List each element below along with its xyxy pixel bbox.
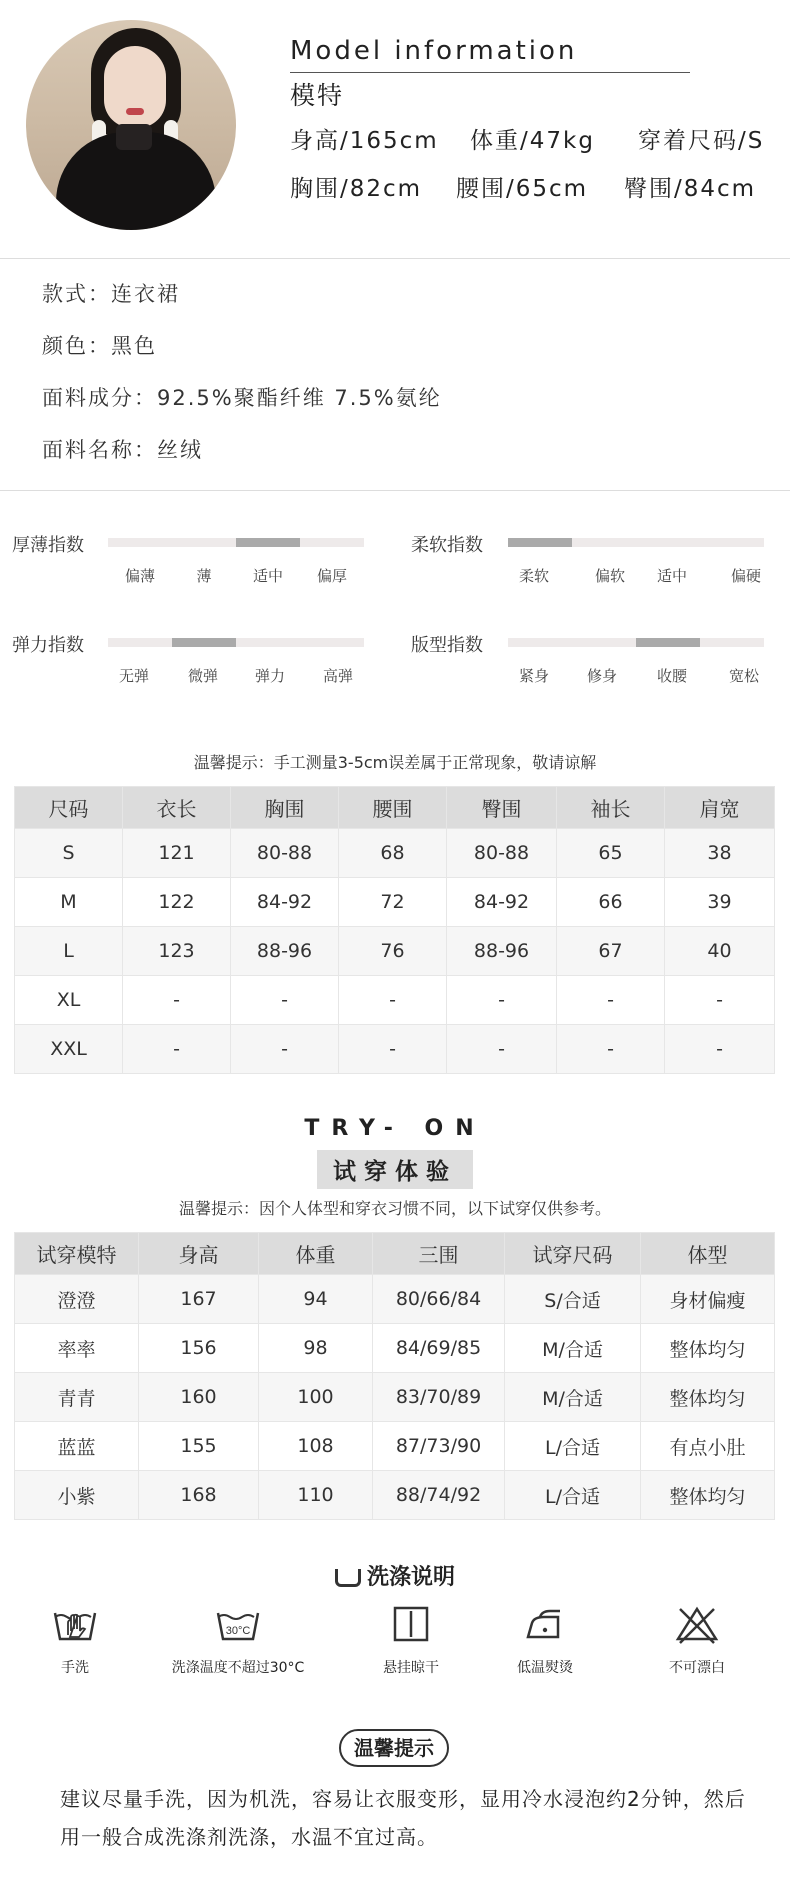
size-cell: - — [339, 1025, 447, 1074]
size-cell: 39 — [665, 878, 775, 927]
tryon-cell: S/合适 — [505, 1275, 641, 1324]
size-header-cell: 腰围 — [339, 787, 447, 829]
wash-item-no-bleach — [622, 1605, 772, 1677]
tryon-cell: 83/70/89 — [373, 1373, 505, 1422]
model-weight: 体重/47kg — [470, 128, 595, 154]
size-cell: - — [231, 1025, 339, 1074]
low-iron-icon — [522, 1605, 568, 1645]
low-iron-label: 低温熨烫 — [517, 1660, 573, 1676]
tryon-cell: 澄澄 — [15, 1275, 139, 1324]
fit-index-label: 版型指数 — [411, 635, 483, 656]
size-header-cell: 衣长 — [123, 787, 231, 829]
size-cell: 67 — [557, 927, 665, 976]
size-cell: 40 — [665, 927, 775, 976]
fit-option: 宽松 — [728, 667, 759, 685]
size-header-cell: 胸围 — [231, 787, 339, 829]
elasticity-option: 无弹 — [118, 667, 149, 685]
attribute-fabric: 面料名称：丝绒 — [42, 438, 203, 462]
model-info-title: Model information — [290, 36, 578, 66]
size-cell: 80-88 — [231, 829, 339, 878]
tryon-cell: L/合适 — [505, 1471, 641, 1520]
fit-option: 修身 — [586, 667, 617, 685]
softness-option: 偏软 — [594, 567, 625, 585]
size-cell: - — [123, 1025, 231, 1074]
attribute-composition: 面料成分：92.5%聚酯纤维 7.5%氨纶 — [42, 386, 442, 410]
tryon-cell: 108 — [259, 1422, 373, 1471]
model-height: 身高/165cm — [290, 128, 439, 154]
tryon-header-cell: 体重 — [259, 1233, 373, 1275]
tryon-cell: 小紫 — [15, 1471, 139, 1520]
tryon-cell: 80/66/84 — [373, 1275, 505, 1324]
size-cell: - — [665, 976, 775, 1025]
tryon-cell: 整体均匀 — [641, 1471, 775, 1520]
tryon-table — [14, 1232, 775, 1520]
model-size: 穿着尺码/S — [638, 128, 765, 154]
softness-option: 柔软 — [518, 567, 549, 585]
measurement-note: 温馨提示：手工测量3-5cm误差属于正常现象，敬请谅解 — [193, 753, 597, 772]
tips-text — [60, 1780, 750, 1856]
thickness-option: 偏薄 — [124, 567, 155, 585]
tryon-cell: M/合适 — [505, 1373, 641, 1422]
tryon-cell: 84/69/85 — [373, 1324, 505, 1373]
elasticity-index-scale — [108, 638, 364, 647]
size-table-row — [15, 878, 775, 927]
softness-option: 适中 — [656, 567, 687, 585]
tryon-title-en: TRY- ON — [304, 1116, 486, 1141]
size-cell: M — [15, 878, 123, 927]
model-photo — [26, 20, 236, 230]
wash-30-icon-text: 30°C — [225, 1625, 251, 1637]
size-cell: XXL — [15, 1025, 123, 1074]
thickness-index-label: 厚薄指数 — [12, 535, 84, 556]
size-cell: XL — [15, 976, 123, 1025]
size-cell: - — [339, 976, 447, 1025]
size-table-header-row — [15, 787, 775, 829]
tryon-cell: 110 — [259, 1471, 373, 1520]
fit-index-marker — [636, 638, 700, 647]
tryon-cell: 87/73/90 — [373, 1422, 505, 1471]
thickness-index-scale — [108, 538, 364, 547]
tryon-cell: M/合适 — [505, 1324, 641, 1373]
tryon-cell: 率率 — [15, 1324, 139, 1373]
tryon-header-cell: 试穿尺码 — [505, 1233, 641, 1275]
tryon-table-row — [15, 1471, 775, 1520]
tryon-cell: 156 — [139, 1324, 259, 1373]
size-header-cell: 袖长 — [557, 787, 665, 829]
wash-basin-icon — [335, 1569, 361, 1587]
tryon-cell: 167 — [139, 1275, 259, 1324]
size-table — [14, 786, 775, 1074]
size-cell: 121 — [123, 829, 231, 878]
size-cell: - — [557, 976, 665, 1025]
tryon-cell: L/合适 — [505, 1422, 641, 1471]
softness-index-label: 柔软指数 — [411, 535, 483, 556]
tryon-header-cell: 体型 — [641, 1233, 775, 1275]
washing-title — [0, 1560, 790, 1591]
size-table-row — [15, 829, 775, 878]
size-cell: - — [231, 976, 339, 1025]
fit-index-scale — [508, 638, 764, 647]
size-cell: 38 — [665, 829, 775, 878]
hang-dry-icon — [388, 1605, 434, 1645]
wash-item-hand-wash — [0, 1605, 150, 1677]
tryon-note: 温馨提示：因个人体型和穿衣习惯不同，以下试穿仅供参考。 — [178, 1199, 611, 1218]
size-cell: S — [15, 829, 123, 878]
tryon-table-row — [15, 1324, 775, 1373]
tryon-table-row — [15, 1275, 775, 1324]
elasticity-option: 弹力 — [254, 667, 285, 685]
tips-line-2: 用一般合成洗涤剂洗涤，水温不宜过高。 — [60, 1825, 438, 1849]
size-cell: 122 — [123, 878, 231, 927]
wash-item-low-iron — [470, 1605, 620, 1677]
tryon-table-row — [15, 1373, 775, 1422]
tryon-cell: 155 — [139, 1422, 259, 1471]
softness-index-marker — [508, 538, 572, 547]
tips-line-1: 建议尽量手洗，因为机洗，容易让衣服变形，显用冷水浸泡约2分钟，然后 — [60, 1787, 746, 1811]
thickness-option: 薄 — [196, 567, 212, 585]
thickness-index-marker — [236, 538, 300, 547]
tryon-cell: 身材偏瘦 — [641, 1275, 775, 1324]
size-cell: 84-92 — [447, 878, 557, 927]
tryon-cell: 88/74/92 — [373, 1471, 505, 1520]
tryon-title-cn-wrap — [0, 1150, 790, 1189]
tryon-cell: 整体均匀 — [641, 1324, 775, 1373]
tryon-header-cell: 试穿模特 — [15, 1233, 139, 1275]
section-divider — [0, 258, 790, 259]
wash-item-30 — [163, 1605, 313, 1677]
hang-dry-label: 悬挂晾干 — [383, 1660, 439, 1676]
fit-option: 收腰 — [656, 667, 687, 685]
softness-index-scale — [508, 538, 764, 547]
model-info-subtitle: 模特 — [290, 81, 345, 110]
tryon-cell: 168 — [139, 1471, 259, 1520]
wash-30-icon — [215, 1605, 261, 1645]
size-cell: 76 — [339, 927, 447, 976]
size-cell: 68 — [339, 829, 447, 878]
size-cell: 88-96 — [447, 927, 557, 976]
size-cell: 65 — [557, 829, 665, 878]
size-cell: - — [123, 976, 231, 1025]
tips-title: 温馨提示 — [339, 1729, 449, 1767]
size-header-cell: 肩宽 — [665, 787, 775, 829]
tryon-cell: 蓝蓝 — [15, 1422, 139, 1471]
size-header-cell: 尺码 — [15, 787, 123, 829]
wash-item-hang-dry — [336, 1605, 486, 1677]
elasticity-option: 高弹 — [322, 667, 353, 685]
size-cell: 72 — [339, 878, 447, 927]
tryon-header-cell: 身高 — [139, 1233, 259, 1275]
size-cell: - — [447, 1025, 557, 1074]
model-waist: 腰围/65cm — [456, 176, 589, 202]
title-underline — [290, 72, 690, 73]
tryon-cell: 青青 — [15, 1373, 139, 1422]
size-table-row — [15, 1025, 775, 1074]
size-cell: 80-88 — [447, 829, 557, 878]
size-cell: 123 — [123, 927, 231, 976]
attribute-color: 颜色：黑色 — [42, 334, 157, 358]
size-cell: 88-96 — [231, 927, 339, 976]
fit-option: 紧身 — [518, 667, 549, 685]
tryon-cell: 94 — [259, 1275, 373, 1324]
model-bust: 胸围/82cm — [290, 176, 423, 202]
tryon-cell: 98 — [259, 1324, 373, 1373]
size-cell: - — [447, 976, 557, 1025]
wash-temperature-label: 洗涤温度不超过30°C — [171, 1660, 305, 1676]
tryon-table-row — [15, 1422, 775, 1471]
size-table-row — [15, 927, 775, 976]
elasticity-option: 微弹 — [187, 667, 218, 685]
hand-wash-label: 手洗 — [61, 1660, 89, 1676]
size-cell: 66 — [557, 878, 665, 927]
size-cell: L — [15, 927, 123, 976]
size-cell: - — [557, 1025, 665, 1074]
attribute-style: 款式：连衣裙 — [42, 282, 180, 306]
hand-wash-icon — [52, 1605, 98, 1645]
thickness-option: 适中 — [252, 567, 283, 585]
section-divider — [0, 490, 790, 491]
tryon-header-cell: 三围 — [373, 1233, 505, 1275]
elasticity-index-marker — [172, 638, 236, 647]
washing-title-text: 洗涤说明 — [366, 1565, 455, 1590]
tryon-cell: 160 — [139, 1373, 259, 1422]
no-bleach-label: 不可漂白 — [669, 1660, 725, 1676]
size-table-row — [15, 976, 775, 1025]
tryon-cell: 100 — [259, 1373, 373, 1422]
tryon-table-header-row — [15, 1233, 775, 1275]
thickness-option: 偏厚 — [316, 567, 347, 585]
tryon-cell: 整体均匀 — [641, 1373, 775, 1422]
size-cell: 84-92 — [231, 878, 339, 927]
softness-option: 偏硬 — [730, 567, 761, 585]
tryon-title-cn: 试穿体验 — [317, 1150, 473, 1189]
size-cell: - — [665, 1025, 775, 1074]
elasticity-index-label: 弹力指数 — [12, 635, 84, 656]
no-bleach-icon — [674, 1605, 720, 1645]
model-hip: 臀围/84cm — [624, 176, 757, 202]
tryon-cell: 有点小肚 — [641, 1422, 775, 1471]
size-header-cell: 臀围 — [447, 787, 557, 829]
model-info-section — [0, 0, 790, 260]
